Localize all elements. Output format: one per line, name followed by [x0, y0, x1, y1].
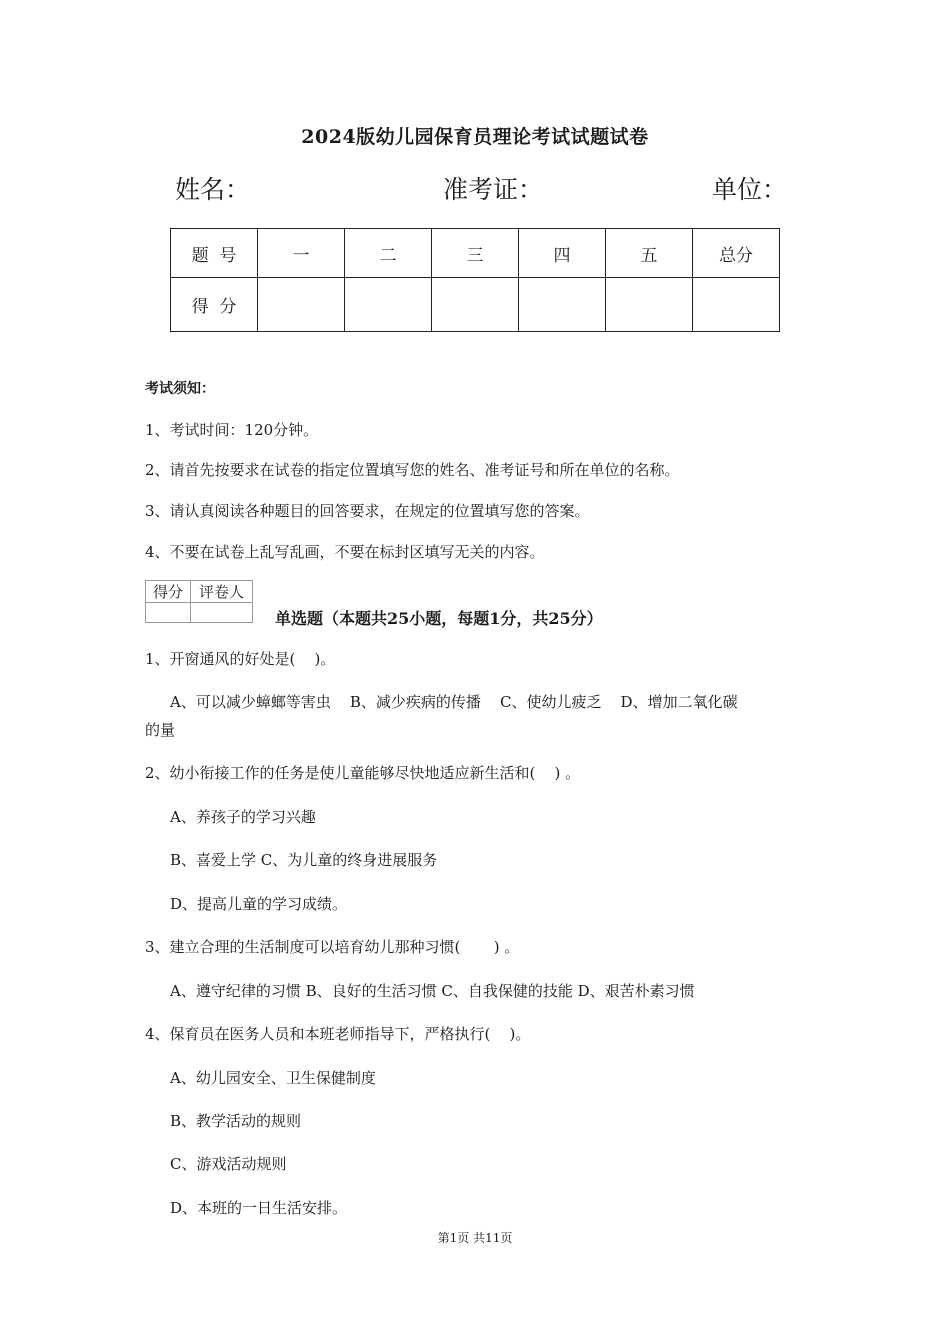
question-stem: 4、保育员在医务人员和本班老师指导下，严格执行( )。 — [145, 1025, 531, 1043]
question-option: 的量 — [145, 721, 176, 739]
question-option: B、教学活动的规则 — [170, 1112, 302, 1130]
score-table-header-row — [171, 229, 780, 278]
page-footer: 第1页 共11页 — [437, 1231, 513, 1245]
score-input-cell[interactable] — [432, 278, 519, 332]
question-option: A、可以减少蟑螂等害虫 B、减少疾病的传播 C、使幼儿疲乏 D、增加二氧化碳 — [170, 693, 738, 711]
notice-heading: 考试须知： — [145, 381, 215, 397]
notice-item: 4、不要在试卷上乱写乱画，不要在标封区填写无关的内容。 — [145, 543, 545, 561]
score-table-cell: 得 分 — [171, 278, 258, 332]
question-stem: 1、开窗通风的好处是( )。 — [145, 650, 336, 668]
score-input-cell[interactable] — [258, 278, 345, 332]
grader-score-cell[interactable] — [146, 603, 191, 623]
score-table-cell: 五 — [606, 229, 693, 278]
score-table-score-row — [171, 278, 780, 332]
question-option: A、养孩子的学习兴趣 — [170, 808, 316, 826]
grader-name-label: 评卷人 — [191, 581, 253, 603]
score-input-cell[interactable] — [693, 278, 780, 332]
score-table — [170, 228, 780, 332]
question-stem: 3、建立合理的生活制度可以培育幼儿那种习惯( ) 。 — [145, 938, 520, 956]
score-table-cell: 二 — [345, 229, 432, 278]
section-title: 单选题（本题共25小题，每题1分，共25分） — [275, 609, 603, 628]
question-option: A、幼儿园安全、卫生保健制度 — [170, 1069, 376, 1087]
question-option: D、本班的一日生活安排。 — [170, 1199, 348, 1217]
unit-field-label: 单位： — [712, 175, 788, 204]
score-table-cell: 一 — [258, 229, 345, 278]
notice-item: 3、请认真阅读各种题目的回答要求，在规定的位置填写您的答案。 — [145, 502, 590, 520]
question-option: C、游戏活动规则 — [170, 1155, 287, 1173]
score-table-cell: 三 — [432, 229, 519, 278]
name-field-label: 姓名： — [175, 175, 251, 204]
score-table-cell: 总分 — [693, 229, 780, 278]
grader-box — [145, 580, 253, 623]
notice-item: 1、考试时间：120分钟。 — [145, 421, 319, 439]
score-table-cell: 题 号 — [171, 229, 258, 278]
score-input-cell[interactable] — [345, 278, 432, 332]
grader-name-cell[interactable] — [191, 603, 253, 623]
score-table-cell: 四 — [519, 229, 606, 278]
grader-score-label: 得分 — [146, 581, 191, 603]
score-input-cell[interactable] — [606, 278, 693, 332]
question-stem: 2、幼小衔接工作的任务是使儿童能够尽快地适应新生活和( ) 。 — [145, 764, 581, 782]
score-input-cell[interactable] — [519, 278, 606, 332]
notice-item: 2、请首先按要求在试卷的指定位置填写您的姓名、准考证号和所在单位的名称。 — [145, 461, 680, 479]
question-option: B、喜爱上学 C、为儿童的终身进展服务 — [170, 851, 438, 869]
question-option: A、遵守纪律的习惯 B、良好的生活习惯 C、自我保健的技能 D、艰苦朴素习惯 — [170, 982, 695, 1000]
exam-id-field-label: 准考证： — [443, 175, 544, 204]
question-option: D、提高儿童的学习成绩。 — [170, 895, 348, 913]
document-title: 2024版幼儿园保育员理论考试试题试卷 — [301, 126, 649, 148]
